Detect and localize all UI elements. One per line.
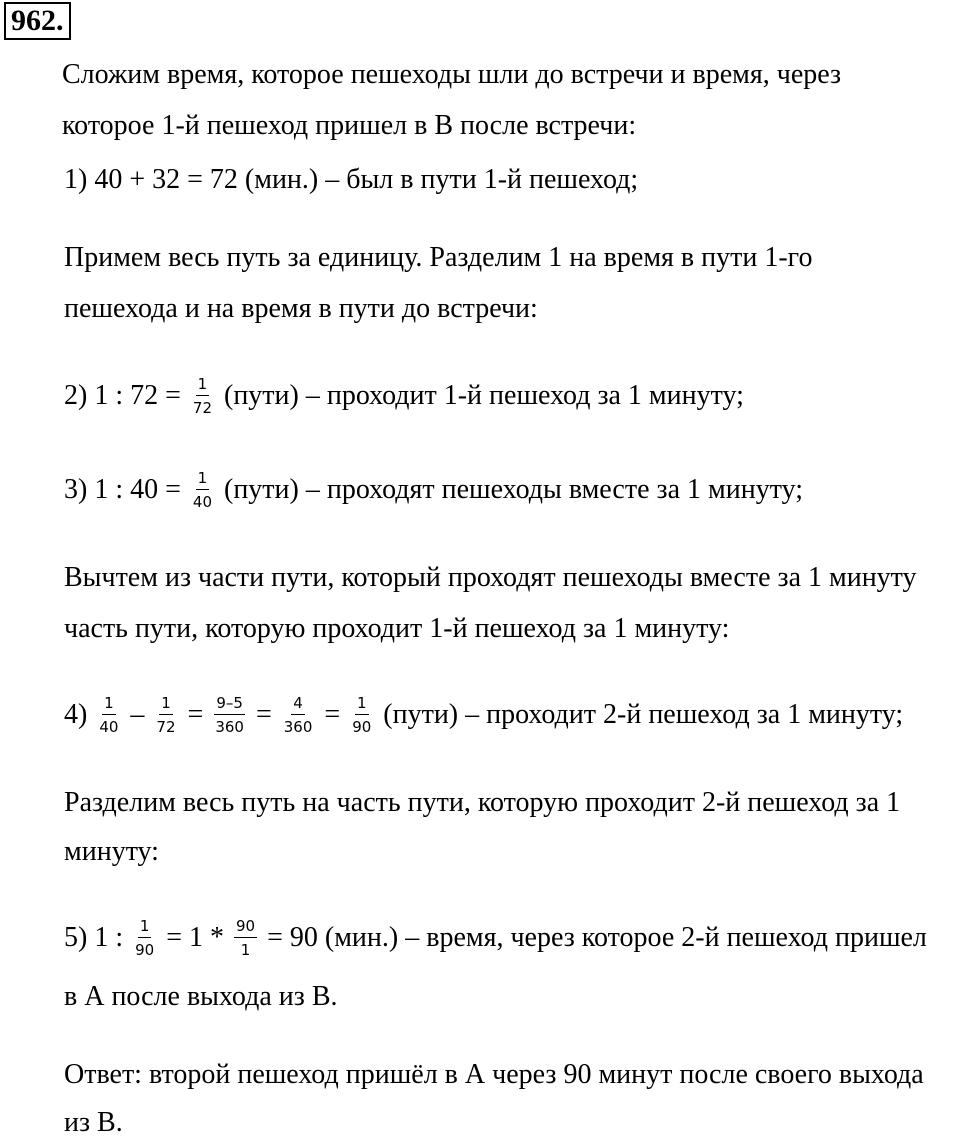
answer-line-1: Ответ: второй пешеход пришёл в А через 90 минут после своего выхода bbox=[64, 1059, 924, 1090]
fraction-numerator: 1 bbox=[355, 695, 369, 715]
paragraph-4-line-1: Разделим весь путь на часть пути, которую проходит 2-й пешеход за 1 bbox=[64, 787, 901, 818]
fraction-numerator: 1 bbox=[196, 470, 210, 490]
step-4-fraction-5 bbox=[350, 695, 373, 736]
step-4-prefix: 4) bbox=[64, 699, 95, 730]
step-4-fraction-2 bbox=[154, 695, 177, 736]
paragraph-3-line-1: Вычтем из части пути, который проходят пешеходы вместе за 1 минуту bbox=[64, 562, 917, 593]
step-5-line-2: в А после выхода из В. bbox=[64, 981, 338, 1012]
intro-line-2: которое 1-й пешеход пришел в В после встречи: bbox=[62, 110, 637, 141]
step-4-fraction-4 bbox=[282, 695, 315, 736]
fraction-numerator: 1 bbox=[196, 376, 210, 396]
equals-sign: = bbox=[248, 699, 279, 730]
fraction-numerator: 90 bbox=[234, 918, 257, 938]
step-4-suffix: (пути) – проходит 2-й пешеход за 1 минуту; bbox=[376, 699, 911, 730]
paragraph-2-line-2: пешехода и на время в пути до встречи: bbox=[64, 293, 538, 324]
equals-sign: = bbox=[180, 699, 211, 730]
paragraph-3-line-2: часть пути, которую проходит 1-й пешеход за 1 минуту: bbox=[64, 613, 730, 644]
step-3-prefix: 3) 1 : 40 = bbox=[64, 474, 188, 505]
step-5-fraction-2 bbox=[234, 918, 257, 959]
fraction-numerator: 4 bbox=[291, 695, 305, 715]
fraction-numerator: 1 bbox=[159, 695, 173, 715]
fraction-denominator: 360 bbox=[283, 717, 313, 736]
step-5-suffix: = 90 (мин.) – время, через которое 2-й пешеход пришел bbox=[260, 922, 934, 953]
step-5 bbox=[64, 908, 934, 968]
step-2-fraction bbox=[191, 376, 214, 417]
equals-sign: = bbox=[317, 699, 348, 730]
fraction-denominator: 40 bbox=[192, 492, 212, 511]
paragraph-4-line-2: минуту: bbox=[64, 836, 159, 867]
step-3 bbox=[64, 460, 810, 520]
step-3-suffix: (пути) – проходят пешеходы вместе за 1 минуту; bbox=[217, 474, 810, 505]
fraction-numerator: 1 bbox=[102, 695, 116, 715]
step-4-fraction-3 bbox=[213, 695, 246, 736]
step-1: 1) 40 + 32 = 72 (мин.) – был в пути 1-й пешеход; bbox=[64, 164, 639, 195]
fraction-denominator: 90 bbox=[352, 717, 372, 736]
step-2-suffix: (пути) – проходит 1-й пешеход за 1 минуту; bbox=[217, 380, 751, 411]
step-3-fraction bbox=[191, 470, 214, 511]
fraction-denominator: 40 bbox=[99, 717, 119, 736]
fraction-denominator: 1 bbox=[240, 940, 251, 959]
fraction-denominator: 72 bbox=[156, 717, 176, 736]
step-4 bbox=[64, 685, 910, 745]
step-4-fraction-1 bbox=[97, 695, 120, 736]
fraction-numerator: 9–5 bbox=[214, 695, 245, 715]
fraction-denominator: 90 bbox=[135, 940, 155, 959]
fraction-denominator: 360 bbox=[215, 717, 244, 736]
minus-sign: – bbox=[123, 699, 152, 730]
fraction-denominator: 72 bbox=[192, 398, 212, 417]
step-2-prefix: 2) 1 : 72 = bbox=[64, 380, 188, 411]
step-5-fraction-1 bbox=[133, 918, 156, 959]
step-5-middle: = 1 * bbox=[159, 922, 231, 953]
intro-line-1: Сложим время, которое пешеходы шли до встречи и время, через bbox=[62, 59, 842, 90]
answer-line-2: из В. bbox=[64, 1107, 123, 1138]
step-2 bbox=[64, 366, 751, 426]
step-5-prefix: 5) 1 : bbox=[64, 922, 131, 953]
problem-number: 962. bbox=[4, 2, 71, 40]
fraction-numerator: 1 bbox=[138, 918, 152, 938]
paragraph-2-line-1: Примем весь путь за единицу. Разделим 1 на время в пути 1-го bbox=[64, 242, 813, 273]
